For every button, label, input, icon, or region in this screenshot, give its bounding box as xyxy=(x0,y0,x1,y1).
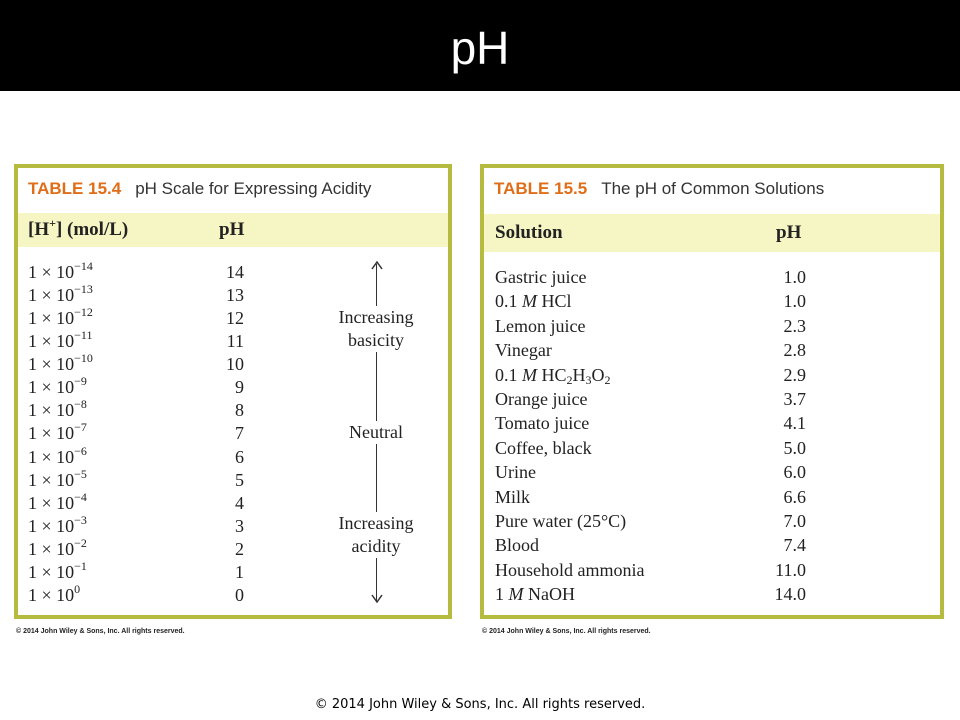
ph-cell: 3.7 xyxy=(783,389,806,409)
ph-cell: 2.9 xyxy=(783,364,806,385)
table-15-4-number: TABLE 15.4 xyxy=(28,179,122,198)
solution-cell: 1 M NaOH xyxy=(495,584,575,605)
label-neutral: Neutral xyxy=(340,421,412,444)
table-row xyxy=(18,583,448,607)
concentration-cell: $1 \times 10^{-6}$ xyxy=(28,443,87,467)
table-15-5-label xyxy=(494,178,824,200)
table-row xyxy=(484,485,940,509)
table-15-5-header xyxy=(484,214,940,252)
table-row xyxy=(484,289,940,313)
slide-footer-copyright: © 2014 John Wiley & Sons, Inc. All rights reserved. xyxy=(314,697,646,712)
concentration-cell: $1 \times 10^{-14}$ xyxy=(28,259,93,282)
table-15-4-label xyxy=(28,178,371,200)
table-row xyxy=(18,260,448,284)
ph-cell: 1 xyxy=(235,561,244,582)
concentration-cell: $1 \times 10^{-5}$ xyxy=(28,466,87,490)
ph-cell: 8 xyxy=(235,400,244,421)
column-header-ph: pH xyxy=(219,219,245,240)
table-row xyxy=(484,338,940,362)
table-15-5-copyright: © 2014 John Wiley & Sons, Inc. All rights reserved. xyxy=(482,628,651,635)
ph-cell: 7 xyxy=(235,423,244,444)
solution-cell: Vinegar xyxy=(495,340,552,361)
ph-cell: 6 xyxy=(235,446,244,467)
arrow-up-icon xyxy=(371,260,383,270)
ph-cell: 14.0 xyxy=(774,584,806,605)
solution-cell: Lemon juice xyxy=(495,315,586,336)
ph-cell: 4 xyxy=(235,492,244,513)
table-15-5 xyxy=(480,164,944,619)
table-row xyxy=(484,363,940,387)
concentration-cell: $1 \times 10^{-13}$ xyxy=(28,282,93,306)
ph-cell: 5.0 xyxy=(783,437,806,458)
ph-cell: 4.1 xyxy=(783,413,806,434)
solution-cell: Urine xyxy=(495,462,536,483)
concentration-cell: $1 \times 10^0$ xyxy=(28,581,81,605)
table-15-4-header xyxy=(18,213,448,247)
solution-cell: Gastric juice xyxy=(495,267,587,287)
slide-title: pH xyxy=(450,22,510,74)
table-row xyxy=(484,314,940,338)
column-header-ph: pH xyxy=(776,222,802,243)
table-row xyxy=(18,445,448,469)
ph-cell: 6.0 xyxy=(783,462,806,483)
concentration-cell: $1 \times 10^{-8}$ xyxy=(28,397,87,421)
label-increasing-acidity: Increasing acidity xyxy=(332,512,420,558)
ph-cell: 1.0 xyxy=(783,267,806,287)
solution-cell: Blood xyxy=(495,535,540,556)
ph-cell: 14 xyxy=(226,262,244,282)
ph-cell: 5 xyxy=(235,469,244,490)
label-increasing-basicity: Increasing basicity xyxy=(332,306,420,352)
ph-cell: 10 xyxy=(226,354,244,375)
table-row xyxy=(18,398,448,422)
solution-cell: 0.1 M $HC_2H_3O_2$ xyxy=(495,364,611,387)
table-15-4-caption: pH Scale for Expressing Acidity xyxy=(135,179,372,198)
column-header-concentration: [H+] (mol/L) xyxy=(28,216,129,240)
ph-cell: 2.8 xyxy=(783,340,806,361)
table-row xyxy=(18,352,448,376)
table-row xyxy=(18,560,448,584)
solution-cell: Milk xyxy=(495,486,531,507)
solution-cell: 0.1 M HCl xyxy=(495,291,572,312)
ph-cell: 0 xyxy=(235,584,244,605)
solution-cell: Household ammonia xyxy=(495,559,645,580)
arrow-down-icon xyxy=(371,594,383,604)
table-row xyxy=(18,468,448,492)
table-row xyxy=(484,387,940,411)
concentration-cell: $1 \times 10^{-1}$ xyxy=(28,558,87,582)
solution-cell: Coffee, black xyxy=(495,437,592,458)
solution-cell: Tomato juice xyxy=(495,413,590,434)
concentration-cell: $1 \times 10^{-2}$ xyxy=(28,535,87,559)
ph-cell: 11 xyxy=(226,331,244,352)
column-header-solution: Solution xyxy=(495,222,563,243)
ph-cell: 12 xyxy=(226,308,244,329)
concentration-cell: $1 \times 10^{-7}$ xyxy=(28,420,87,444)
table-row xyxy=(484,509,940,533)
concentration-cell: $1 \times 10^{-3}$ xyxy=(28,512,87,536)
concentration-cell: $1 \times 10^{-4}$ xyxy=(28,489,87,513)
ph-cell: 2 xyxy=(235,538,244,559)
solution-cell: Pure water (25°C) xyxy=(495,511,627,531)
ph-cell: 7.4 xyxy=(783,535,806,556)
concentration-cell: $1 \times 10^{-12}$ xyxy=(28,305,93,329)
solution-cell: Orange juice xyxy=(495,389,588,409)
ph-cell: 2.3 xyxy=(783,315,806,336)
ph-cell: 11.0 xyxy=(775,559,806,580)
table-row xyxy=(484,265,940,289)
table-row xyxy=(484,460,940,484)
ph-cell: 3 xyxy=(235,515,244,536)
table-row xyxy=(484,558,940,582)
table-row xyxy=(484,411,940,435)
table-15-5-caption: The pH of Common Solutions xyxy=(601,179,825,198)
concentration-cell: $1 \times 10^{-10}$ xyxy=(28,351,93,375)
ph-cell: 6.6 xyxy=(783,486,806,507)
table-row xyxy=(484,436,940,460)
ph-cell: 13 xyxy=(226,285,244,306)
table-row xyxy=(484,533,940,557)
table-15-4 xyxy=(14,164,452,619)
ph-cell: 9 xyxy=(235,377,244,398)
concentration-cell: $1 \times 10^{-11}$ xyxy=(28,328,93,352)
table-15-5-number: TABLE 15.5 xyxy=(494,179,588,198)
table-row xyxy=(484,582,940,606)
table-row xyxy=(18,283,448,307)
concentration-cell: $1 \times 10^{-9}$ xyxy=(28,374,87,398)
table-row xyxy=(18,375,448,399)
table-15-4-copyright: © 2014 John Wiley & Sons, Inc. All rights reserved. xyxy=(16,628,185,635)
ph-cell: 7.0 xyxy=(783,511,806,531)
ph-cell: 1.0 xyxy=(783,291,806,312)
